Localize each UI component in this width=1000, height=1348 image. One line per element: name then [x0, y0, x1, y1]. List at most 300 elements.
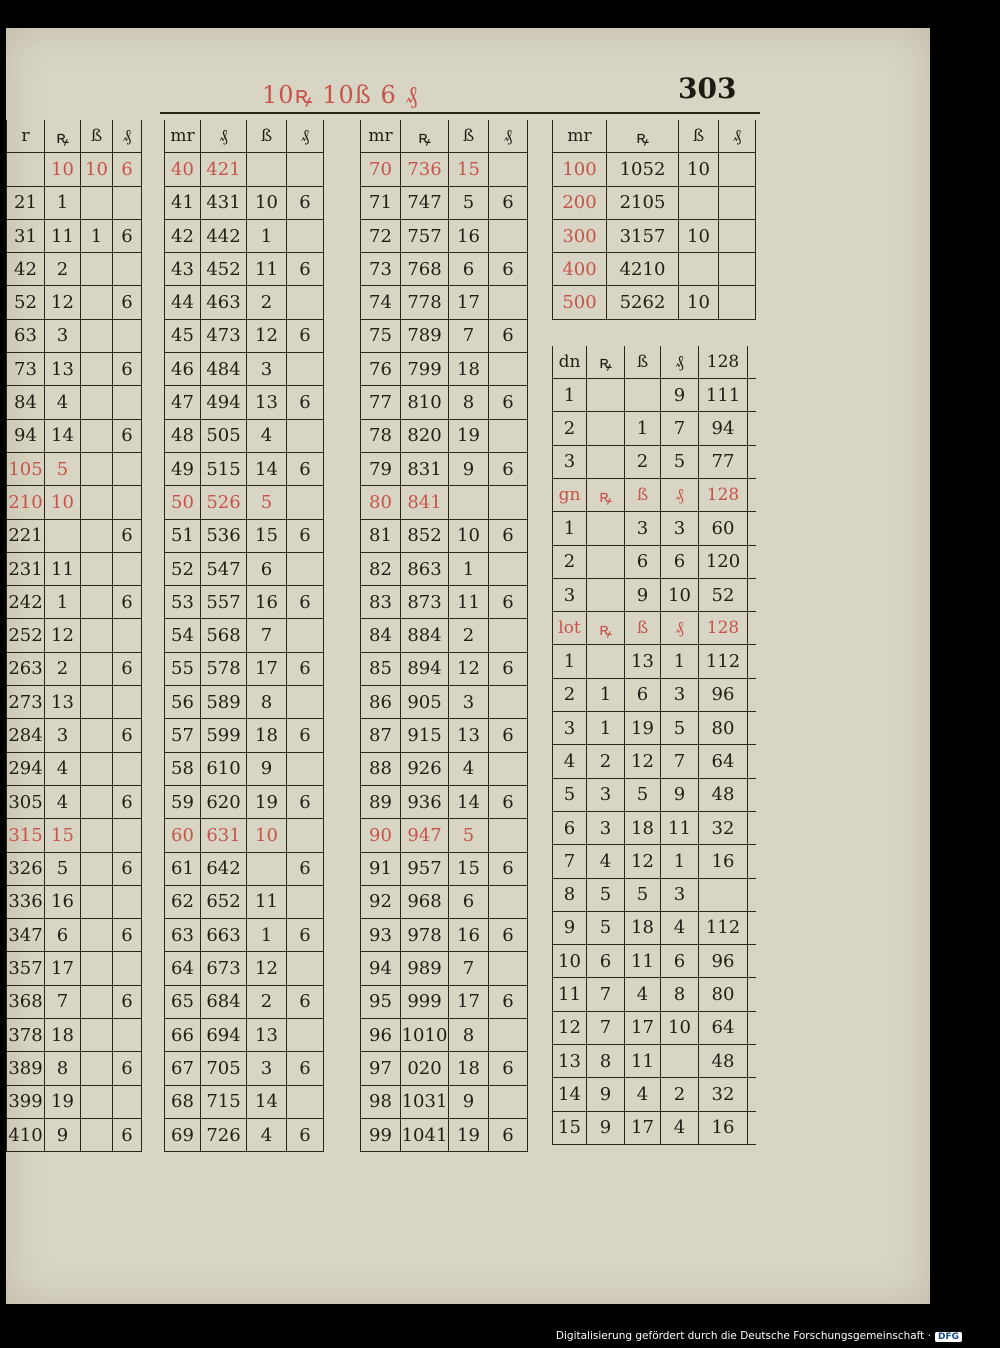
- table-cell: 6: [488, 453, 528, 485]
- table-row: [360, 453, 528, 486]
- table-row: [360, 520, 528, 553]
- table-cell: 49: [164, 453, 200, 485]
- table-cell: 62: [164, 886, 200, 918]
- table-cell: 978: [400, 919, 448, 951]
- table-cell: [80, 986, 112, 1018]
- table-cell: 6: [488, 653, 528, 685]
- table-cell: 936: [400, 786, 448, 818]
- table-cell: [44, 520, 80, 552]
- table-cell: 12: [246, 320, 286, 352]
- table-row: [6, 819, 142, 852]
- table-row: [360, 719, 528, 752]
- table-cell: [488, 353, 528, 385]
- table-cell: 252: [6, 619, 44, 651]
- table-cell: 13: [44, 353, 80, 385]
- table-cell: 6: [488, 1052, 528, 1084]
- table-cell: 99: [360, 1119, 400, 1151]
- table-row: [164, 653, 324, 686]
- table-cell: 410: [6, 1119, 44, 1151]
- header-cell: ₰: [112, 120, 142, 152]
- table-cell: 9: [448, 1086, 488, 1118]
- table-cell: 6: [112, 1119, 142, 1151]
- table-cell: 13: [552, 1045, 586, 1077]
- table-row: [164, 320, 324, 353]
- table-cell: 7: [246, 619, 286, 651]
- table-row: [6, 1119, 142, 1152]
- table-cell: 1: [80, 220, 112, 252]
- table-cell: 10: [448, 520, 488, 552]
- table-row: [360, 153, 528, 186]
- table-cell: 61: [164, 853, 200, 885]
- table-row: [360, 1086, 528, 1119]
- table-cell: 13: [246, 1019, 286, 1051]
- table-cell: [286, 353, 324, 385]
- table-cell: 5: [246, 486, 286, 518]
- table-cell: 589: [200, 686, 246, 718]
- header-cell: 128: [698, 479, 748, 511]
- table-cell: 863: [400, 553, 448, 585]
- table-cell: [488, 886, 528, 918]
- table-cell: 6: [552, 812, 586, 844]
- table-cell: 020: [400, 1052, 448, 1084]
- table-cell: 96: [698, 679, 748, 711]
- table-cell: 1: [586, 679, 624, 711]
- table-cell: 1: [44, 187, 80, 219]
- table-row: [360, 1119, 528, 1152]
- table-cell: [286, 486, 324, 518]
- table-cell: 82: [360, 553, 400, 585]
- table-cell: 705: [200, 1052, 246, 1084]
- table-cell: 810: [400, 386, 448, 418]
- table-cell: 6: [286, 919, 324, 951]
- table-cell: 6: [286, 253, 324, 285]
- table-cell: 368: [6, 986, 44, 1018]
- table-cell: 100: [552, 153, 606, 185]
- table-cell: 15: [246, 520, 286, 552]
- table-cell: 6: [448, 253, 488, 285]
- table-cell: 17: [448, 986, 488, 1018]
- table-row: [552, 912, 756, 945]
- table-cell: [488, 553, 528, 585]
- table-row: [6, 686, 142, 719]
- table-cell: 852: [400, 520, 448, 552]
- header-cell: 128: [698, 346, 748, 378]
- table-row: [360, 1019, 528, 1052]
- table-row: [552, 945, 756, 978]
- table-cell: 17: [624, 1112, 660, 1144]
- table-row: [164, 686, 324, 719]
- header-cell: ꝶ: [606, 120, 678, 152]
- table-cell: [80, 1052, 112, 1084]
- table-cell: [112, 253, 142, 285]
- header-cell: ꝶ: [586, 346, 624, 378]
- table-row: [360, 1052, 528, 1085]
- table-cell: 2: [552, 412, 586, 444]
- table-cell: 6: [44, 919, 80, 951]
- table-cell: 10: [678, 153, 718, 185]
- table-cell: [112, 453, 142, 485]
- table-cell: [112, 686, 142, 718]
- table-cell: 6: [660, 546, 698, 578]
- table-cell: 10: [660, 579, 698, 611]
- table-row: [360, 486, 528, 519]
- header-cell: ₰: [660, 346, 698, 378]
- table-cell: 16: [246, 586, 286, 618]
- table-cell: 6: [488, 919, 528, 951]
- table-cell: 599: [200, 719, 246, 751]
- table-row: [360, 320, 528, 353]
- table-row: [164, 952, 324, 985]
- table-cell: 18: [624, 812, 660, 844]
- table-cell: 75: [360, 320, 400, 352]
- table-cell: 9: [624, 579, 660, 611]
- table-cell: [286, 553, 324, 585]
- table-cell: 3: [448, 686, 488, 718]
- table-cell: [80, 187, 112, 219]
- table-cell: [80, 1019, 112, 1051]
- table-cell: 12: [448, 653, 488, 685]
- table-cell: 6: [112, 353, 142, 385]
- table-cell: [488, 686, 528, 718]
- table-row: [6, 486, 142, 519]
- table-cell: 6: [286, 786, 324, 818]
- table-cell: 6: [488, 520, 528, 552]
- table-cell: 98: [360, 1086, 400, 1118]
- table-cell: 105: [6, 453, 44, 485]
- table-cell: 3: [624, 512, 660, 544]
- table-cell: 557: [200, 586, 246, 618]
- table-cell: 80: [698, 712, 748, 744]
- table-cell: 60: [698, 512, 748, 544]
- table-cell: 515: [200, 453, 246, 485]
- table-cell: [80, 952, 112, 984]
- table-cell: [246, 853, 286, 885]
- table-row: [360, 952, 528, 985]
- table-cell: [80, 919, 112, 951]
- table-cell: [112, 753, 142, 785]
- table-cell: 6: [112, 420, 142, 452]
- table-cell: 19: [44, 1086, 80, 1118]
- table-cell: 5: [586, 879, 624, 911]
- table-row: [6, 919, 142, 952]
- table-row: [552, 779, 756, 812]
- table-row: [6, 753, 142, 786]
- table-cell: 8: [44, 1052, 80, 1084]
- table-cell: 11: [246, 886, 286, 918]
- table-cell: 9: [660, 779, 698, 811]
- dfg-logo: DFG: [935, 1332, 962, 1342]
- table-row: [6, 453, 142, 486]
- table-cell: 16: [448, 220, 488, 252]
- table-cell: [80, 553, 112, 585]
- table-cell: 84: [360, 619, 400, 651]
- table-cell: 112: [698, 912, 748, 944]
- table-cell: 715: [200, 1086, 246, 1118]
- table-row: [360, 886, 528, 919]
- table-column-1: [6, 120, 142, 1152]
- table-cell: 15: [448, 153, 488, 185]
- table-cell: 76: [360, 353, 400, 385]
- table-cell: 51: [164, 520, 200, 552]
- table-cell: [80, 353, 112, 385]
- table-row: [552, 712, 756, 745]
- table-row: [552, 812, 756, 845]
- table-row: [552, 512, 756, 545]
- table-cell: 6: [286, 386, 324, 418]
- header-cell: ₰: [286, 120, 324, 152]
- table-cell: 2: [624, 446, 660, 478]
- table-cell: 14: [246, 1086, 286, 1118]
- table-column-2: [164, 120, 324, 1152]
- table-row: [360, 187, 528, 220]
- table-cell: 12: [552, 1012, 586, 1044]
- table-cell: 500: [552, 286, 606, 318]
- table-cell: 5: [660, 446, 698, 478]
- table-cell: 5: [44, 853, 80, 885]
- table-cell: 6: [112, 719, 142, 751]
- table-cell: 547: [200, 553, 246, 585]
- table-row: [360, 986, 528, 1019]
- table-cell: [488, 819, 528, 851]
- table-cell: 12: [624, 845, 660, 877]
- table-cell: 6: [112, 1052, 142, 1084]
- table-cell: 10: [44, 486, 80, 518]
- table-cell: [80, 1119, 112, 1151]
- table-row: [552, 220, 756, 253]
- table-row: [552, 1012, 756, 1045]
- table-cell: 80: [360, 486, 400, 518]
- table-cell: [586, 379, 624, 411]
- table-cell: 18: [624, 912, 660, 944]
- table-cell: [488, 286, 528, 318]
- header-cell: mr: [164, 120, 200, 152]
- table-cell: 47: [164, 386, 200, 418]
- table-cell: 452: [200, 253, 246, 285]
- table-row: [552, 1045, 756, 1078]
- table-row: [360, 253, 528, 286]
- table-cell: 11: [660, 812, 698, 844]
- table-cell: 6: [112, 653, 142, 685]
- table-cell: [586, 412, 624, 444]
- table-cell: 873: [400, 586, 448, 618]
- table-cell: 726: [200, 1119, 246, 1151]
- table-cell: 52: [164, 553, 200, 585]
- table-cell: 5262: [606, 286, 678, 318]
- table-cell: 21: [6, 187, 44, 219]
- table-cell: 7: [44, 986, 80, 1018]
- table-cell: 7: [586, 978, 624, 1010]
- table-cell: 6: [488, 853, 528, 885]
- table-cell: 1041: [400, 1119, 448, 1151]
- table-cell: 5: [552, 779, 586, 811]
- table-cell: 6: [112, 853, 142, 885]
- table-cell: [112, 619, 142, 651]
- table-cell: 85: [360, 653, 400, 685]
- table-row: [164, 453, 324, 486]
- table-cell: 915: [400, 719, 448, 751]
- table-cell: 5: [624, 879, 660, 911]
- table-cell: 6: [286, 719, 324, 751]
- table-cell: 4: [552, 745, 586, 777]
- table-cell: 242: [6, 586, 44, 618]
- table-row: [164, 986, 324, 1019]
- table-cell: [718, 187, 756, 219]
- table-cell: 431: [200, 187, 246, 219]
- header-cell: ß: [246, 120, 286, 152]
- table-cell: 3: [44, 320, 80, 352]
- table-cell: [80, 719, 112, 751]
- table-cell: 3: [246, 1052, 286, 1084]
- table-row: [6, 1019, 142, 1052]
- table-cell: 505: [200, 420, 246, 452]
- table-cell: 14: [246, 453, 286, 485]
- table-row: [552, 745, 756, 778]
- table-cell: 4: [660, 912, 698, 944]
- table-cell: 6: [488, 1119, 528, 1151]
- table-cell: 9: [44, 1119, 80, 1151]
- table-row: [552, 1112, 756, 1145]
- table-cell: 53: [164, 586, 200, 618]
- page-number: 303: [678, 72, 737, 105]
- table-cell: 4: [448, 753, 488, 785]
- table-cell: 2: [44, 253, 80, 285]
- table-cell: 7: [586, 1012, 624, 1044]
- table-cell: 17: [44, 952, 80, 984]
- header-cell: ₰: [660, 479, 698, 511]
- table-cell: [80, 886, 112, 918]
- table-cell: 79: [360, 453, 400, 485]
- table-cell: 3: [552, 579, 586, 611]
- table-row: [164, 153, 324, 186]
- table-row: [164, 220, 324, 253]
- table-cell: 831: [400, 453, 448, 485]
- table-row: [6, 286, 142, 319]
- table-cell: 12: [44, 286, 80, 318]
- table-cell: 68: [164, 1086, 200, 1118]
- table-cell: 91: [360, 853, 400, 885]
- table-cell: 5: [586, 912, 624, 944]
- table-cell: 652: [200, 886, 246, 918]
- table-header-row: [360, 120, 528, 153]
- table-cell: [718, 286, 756, 318]
- table-cell: 48: [698, 1045, 748, 1077]
- table-cell: [80, 786, 112, 818]
- table-cell: 3: [660, 879, 698, 911]
- table-cell: 16: [698, 1112, 748, 1144]
- table-cell: 1: [552, 512, 586, 544]
- table-cell: 96: [698, 945, 748, 977]
- table-row: [6, 586, 142, 619]
- header-cell: dn: [552, 346, 586, 378]
- table-cell: [488, 486, 528, 518]
- table-cell: 6: [112, 220, 142, 252]
- header-cell: ꝶ: [44, 120, 80, 152]
- table-cell: [488, 1086, 528, 1118]
- table-cell: 19: [624, 712, 660, 744]
- table-cell: 5: [448, 819, 488, 851]
- table-cell: 6: [488, 187, 528, 219]
- table-row: [164, 253, 324, 286]
- table-row: [552, 286, 756, 319]
- table-cell: 10: [246, 819, 286, 851]
- table-row: [164, 1052, 324, 1085]
- table-cell: 947: [400, 819, 448, 851]
- table-cell: 42: [6, 253, 44, 285]
- table-cell: 484: [200, 353, 246, 385]
- table-cell: 111: [698, 379, 748, 411]
- table-row: [360, 353, 528, 386]
- table-cell: 1: [624, 412, 660, 444]
- table-cell: 69: [164, 1119, 200, 1151]
- table-row: [164, 386, 324, 419]
- table-cell: 17: [246, 653, 286, 685]
- table-cell: 19: [448, 420, 488, 452]
- table-cell: 747: [400, 187, 448, 219]
- table-cell: 768: [400, 253, 448, 285]
- table-cell: [112, 553, 142, 585]
- table-cell: 48: [164, 420, 200, 452]
- table-header-row: [164, 120, 324, 153]
- table-cell: 87: [360, 719, 400, 751]
- table-row: [6, 719, 142, 752]
- table-cell: 59: [164, 786, 200, 818]
- table-row: [6, 853, 142, 886]
- table-cell: 6: [286, 986, 324, 1018]
- table-header-row: [552, 612, 756, 645]
- table-header-row: [552, 346, 756, 379]
- footer-credit: [556, 1330, 962, 1342]
- table-row: [164, 1086, 324, 1119]
- table-cell: [80, 1086, 112, 1118]
- table-cell: [286, 286, 324, 318]
- table-cell: 94: [360, 952, 400, 984]
- table-cell: [80, 386, 112, 418]
- table-cell: 4: [586, 845, 624, 877]
- table-cell: 568: [200, 619, 246, 651]
- table-row: [360, 586, 528, 619]
- table-cell: 6: [112, 153, 142, 185]
- table-cell: 64: [164, 952, 200, 984]
- table-cell: 15: [552, 1112, 586, 1144]
- table-cell: 15: [448, 853, 488, 885]
- table-row: [360, 220, 528, 253]
- table-cell: 10: [678, 220, 718, 252]
- table-cell: 6: [286, 520, 324, 552]
- table-cell: [80, 686, 112, 718]
- table-row: [552, 845, 756, 878]
- table-cell: [80, 486, 112, 518]
- header-cell: ß: [624, 479, 660, 511]
- table-cell: 2: [586, 745, 624, 777]
- table-cell: 17: [448, 286, 488, 318]
- table-cell: 6: [112, 786, 142, 818]
- table-cell: 90: [360, 819, 400, 851]
- table-cell: [678, 187, 718, 219]
- table-cell: 5: [448, 187, 488, 219]
- table-cell: 84: [6, 386, 44, 418]
- table-cell: [586, 546, 624, 578]
- table-cell: 4210: [606, 253, 678, 285]
- table-cell: 4: [44, 386, 80, 418]
- table-cell: 6: [488, 386, 528, 418]
- table-cell: 14: [552, 1078, 586, 1110]
- table-cell: 6: [286, 653, 324, 685]
- header-cell: ₰: [488, 120, 528, 152]
- table-cell: 2: [246, 986, 286, 1018]
- table-cell: 4: [624, 1078, 660, 1110]
- table-cell: 112: [698, 645, 748, 677]
- table-cell: 5: [44, 453, 80, 485]
